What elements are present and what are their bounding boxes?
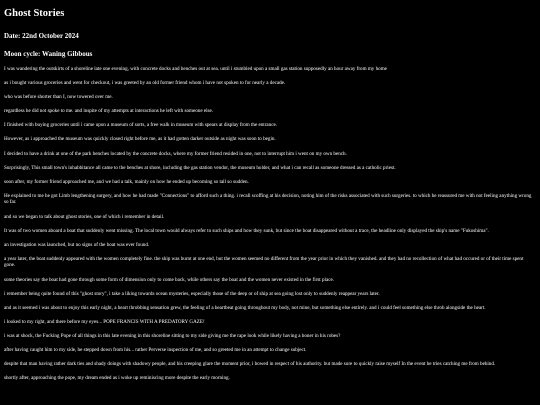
- story-paragraph: It was of two women aboard a boat that suddenly went missing. The local town would always refer to such ships and how they sunk, but since the boat disappeared without a trace, the headline only displayed the ship's name "Fukoshima".: [4, 227, 489, 234]
- date-heading: Date: 22nd October 2024: [4, 32, 79, 40]
- story-paragraph: I was wandering the outskirts of a shoreline late one evening, with concrete docks and benches out at sea. until i stumbled upon a small gas station supposedly an hour away from my home: [4, 66, 387, 72]
- story-paragraph: as i bought various groceries and went for checkout, i was greeted by an old former friend whom i have not spoken to for nearly a decade.: [4, 80, 286, 87]
- story-paragraph: and so we began to talk about ghost stories, one of which i remember in detail.: [4, 213, 165, 220]
- story-paragraph: I decided to have a drink at one of the park benches located by the concrete docks, where my former friend resided in one, not to interrupt him i went on my own bench.: [4, 150, 347, 157]
- story-paragraph: I finished with buying groceries until i came upon a museum of sorts, a free walk in museum with spears at display from the entrance.: [4, 122, 278, 129]
- story-paragraph: shortly after, approaching the pope, my dream ended as i woke up reminiscing more despite the early morning.: [4, 375, 230, 382]
- story-paragraph: soon after, my former friend approached me, and we had a talk, mainly on how he ended up becoming so tall so sudden.: [4, 178, 249, 185]
- story-paragraph: after having caught him to my side, he stepped down from his... rather Perverse inspection of me, and so greeted me in an attempt to change subject.: [4, 346, 307, 353]
- story-paragraph: who was before shorter than I, now towered over me.: [4, 94, 113, 101]
- story-body: [4, 66, 534, 382]
- story-paragraph: some theories say the boat had gone through some form of dimension only to come back, while others say the boat and the women never existed in the first place.: [4, 276, 335, 283]
- story-paragraph: He explained to me he got Limb lengthening surgery, and how he had made "Connections" to afford such a thing. i recall scoffing at his decision, noting him of the risks associated with such surgeries. to which he reassured me with not feeling anything wrong so far.: [4, 192, 532, 206]
- page-title: Ghost Stories: [4, 8, 65, 19]
- story-paragraph: However, as i approached the museum was quickly closed right before me, as it had gotten darker outside as night was soon to begin.: [4, 136, 276, 143]
- story-paragraph: i was at shock, the Fucking Pope of all things in this late evening in this shoreline sitting to my side giving me the rape look while likely having a boner in his robes?: [4, 332, 341, 339]
- story-paragraph: and as it seemed i was about to enjoy this early night, a heart throbbing sensation grew, the feeling of a heartbeat going throughout my body, not mine, but something else entirely. and i could feel something else throb alongside the heart.: [4, 304, 486, 311]
- story-paragraph: a year later, the boat suddenly appeared with the women completely fine. the ship was burnt at one end, but the women seemed no different from the year prior in which they vanished. and they had no recollection of what had occured or of their time spent gone.: [4, 255, 524, 269]
- story-paragraph: Surprisingly, This small town's inhabbitance all came to the benches at shore, including the gas station vendor, the museum holder, and what i can recall as someone dressed as a catholic priest.: [4, 164, 396, 171]
- story-paragraph: an investigation was launched, but no signs of the boat was ever found.: [4, 241, 150, 248]
- story-paragraph: i remember being quite found of this "ghost story", i take a liking towards ocean mysteries, especially those of the deep or of ship at sea going lost only to suddenly reappear years later.: [4, 290, 380, 297]
- story-paragraph: regardless he did not spoke to me. and inspite of my attempts at interactions he left with someone else.: [4, 108, 214, 115]
- story-paragraph: i looked to my right, and there before my eyes... POPE FRANCIS WITH A PREDATORY GAZE!: [4, 318, 205, 325]
- moon-cycle-heading: Moon cycle: Waning Gibbous: [4, 50, 93, 58]
- story-paragraph: despite that man having rather dark ties and shady doings with shadowy people, and his creeping glare the moment prior, i bowed in respect of his authority. but made sure to quickly raise myself In the event he tries catching me from behind.: [4, 361, 496, 368]
